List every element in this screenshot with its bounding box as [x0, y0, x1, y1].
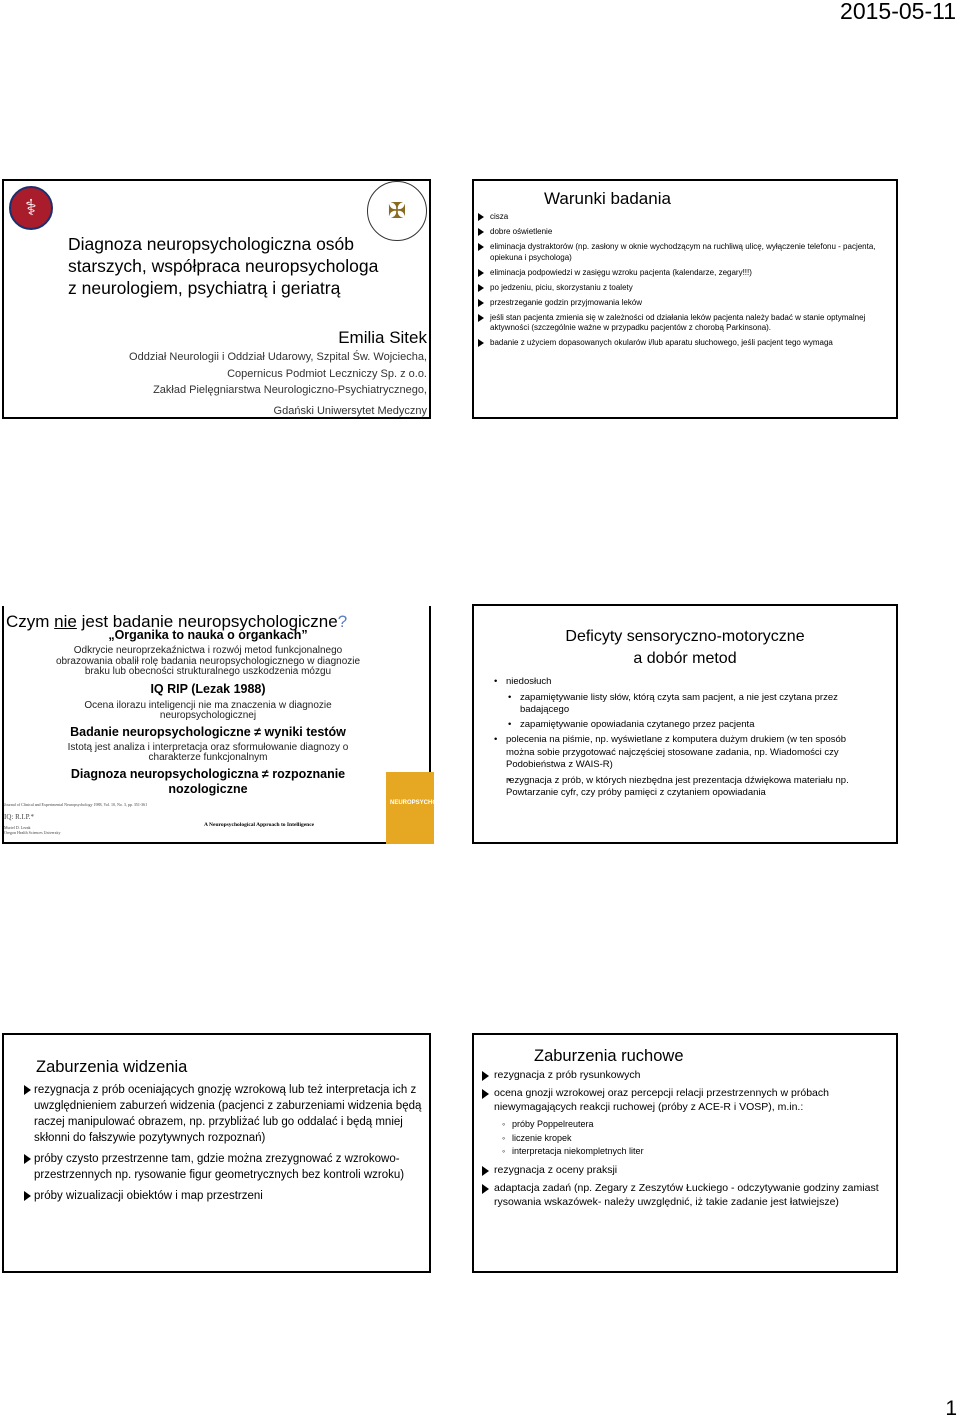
- paragraph: Ocena ilorazu inteligencji nie ma znaczenia w diagnozie neuropsychologicznej: [84, 699, 332, 721]
- arrow-bullet-icon: [478, 213, 484, 221]
- slide-czym-nie-jest: [2, 604, 457, 844]
- arrow-bullet-icon: [24, 1085, 31, 1095]
- arrow-bullet-icon: [482, 1166, 489, 1176]
- author-name: Emilia Sitek: [338, 328, 427, 347]
- arrow-bullet-icon: [478, 339, 484, 347]
- slide-title: [2, 179, 431, 419]
- slide-title-text: Warunki badania: [544, 189, 671, 208]
- list-item: przestrzeganie godzin przyjmowania leków: [478, 298, 888, 309]
- title-line: z neurologiem, psychiatrą i geriatrą: [68, 278, 341, 298]
- list-item: badanie z użyciem dopasowanych okularów i/lub aparatu słuchowego, jeśli pacjent tego wymaga: [478, 338, 888, 349]
- slide-content: [24, 1082, 429, 1209]
- slide-title-text: Zaburzenia widzenia: [36, 1058, 188, 1076]
- list-subitem: ◦ próby Poppelreutera: [482, 1118, 892, 1131]
- list-item: cisza: [478, 212, 888, 223]
- subheading: Badanie neuropsychologiczne ≠ wyniki testów: [70, 724, 346, 739]
- title-line: starszych, współpraca neuropsychologa: [68, 256, 379, 276]
- list-item: • rezygnacja z prób, w których niezbędna jest prezentacja dźwiękowa materiału np. Powtarzanie cyfr, czy próby pamięci z czytaniem opowiadania: [494, 775, 864, 800]
- arrow-bullet-icon: [24, 1154, 31, 1164]
- slide-title-text: Zaburzenia ruchowe: [534, 1047, 684, 1065]
- arrow-bullet-icon: [478, 228, 484, 236]
- list-item: próby wizualizacji obiektów i map przestrzeni: [24, 1188, 429, 1204]
- slide-content: [482, 1068, 892, 1213]
- arrow-bullet-icon: [478, 269, 484, 277]
- slide-deficyty: [472, 604, 898, 844]
- affiliation-line: Oddział Neurologii i Oddział Udarowy, Szpital Św. Wojciecha,: [129, 351, 427, 363]
- arrow-bullet-icon: [478, 243, 484, 251]
- title-line: Diagnoza neuropsychologiczna osób: [68, 234, 355, 254]
- arrow-bullet-icon: [478, 284, 484, 292]
- paragraph: Odkrycie neuroprzekaźnictwa i rozwój metod funkcjonalnego obrazowania obalił rolę badania neuropsychologicznego w diagnozie braku lub obecności strukturalnego uszkodzenia mózgu: [55, 645, 361, 677]
- slide-zaburzenia-ruchowe: [472, 1033, 898, 1273]
- subheading: Diagnoza neuropsychologiczna ≠ rozpoznanie nozologiczne: [70, 766, 346, 796]
- list-item: • zapamiętywanie opowiadania czytanego przez pacjenta: [494, 719, 864, 732]
- arrow-bullet-icon: [478, 299, 484, 307]
- header-date: 2015-05-11: [840, 0, 956, 24]
- affiliation-line: Zakład Pielęgniarstwa Neurologiczno-Psychiatrycznego,: [153, 384, 427, 396]
- list-item: rezygnacja z prób rysunkowych: [482, 1068, 892, 1082]
- arrow-bullet-icon: [24, 1191, 31, 1201]
- slide-warunki: [472, 179, 898, 419]
- list-item: jeśli stan pacjenta zmienia się w zależności od działania leków pacjenta należy badać w stanie optymalnej aktywności (szczególnie ważne w przypadku pacjentów z chorobą Parkinsona).: [478, 313, 888, 334]
- list-item: próby czysto przestrzenne tam, gdzie można zrezygnować z wzrokowo-przestrzennych np. rysowanie figur geometrycznych bez kontroli wzroku): [24, 1151, 429, 1183]
- page-number: 1: [945, 1397, 957, 1420]
- subheading: „Organika to nauka o organkach”: [108, 628, 308, 642]
- affiliation-line: Copernicus Podmiot Leczniczy Sp. z o.o.: [227, 367, 427, 380]
- arrow-bullet-icon: [478, 314, 484, 322]
- list-item: • zapamiętywanie listy słów, którą czyta sam pacjent, a nie jest czytana przez badającego: [494, 692, 864, 717]
- paragraph: Istotą jest analiza i interpretacja oraz sformułowanie diagnozy o charakterze funkcjonalnym: [67, 741, 349, 763]
- conditions-list: [478, 212, 888, 353]
- list-item: • polecenia na piśmie, np. wyświetlane z komputera dużym drukiem (w ten sposób można sobie przygotować najczęściej stosowane zadania, np. Wiadomości czy Podobieństwa z WAIS-R): [494, 734, 864, 772]
- list-item: eliminacja dystraktorów (np. zasłony w oknie wychodzącym na ruchliwą ulicę, wyłączenie telefonu - pacjenta, opiekuna i psychologa): [478, 242, 888, 263]
- list-item: adaptacja zadań (np. Zegary z Zeszytów Łuckiego - odczytywanie godziny zamiast rysowania wskazówek- należy uwzględnić, iż takie zadanie jest łatwiejsze): [482, 1181, 892, 1209]
- list-item: dobre oświetlenie: [478, 227, 888, 238]
- slide-content: [52, 628, 364, 797]
- book-cover-image: NEUROPSYCHOLOGIA: [386, 772, 434, 844]
- arrow-bullet-icon: [482, 1184, 489, 1194]
- slide-title-text: Czym nie jest badanie neuropsychologiczne?: [6, 612, 348, 631]
- list-item: ocena gnozji wzrokowej oraz percepcji relacji przestrzennych w próbach niewymagających reakcji ruchowej (próby z ACE-R i VOSP), m.in.:: [482, 1086, 892, 1114]
- list-item: po jedzeniu, piciu, skorzystaniu z toalety: [478, 283, 888, 294]
- arrow-bullet-icon: [482, 1071, 489, 1081]
- list-item: rezygnacja z oceny praksji: [482, 1163, 892, 1177]
- arrow-bullet-icon: [482, 1089, 489, 1099]
- list-item: eliminacja podpowiedzi w zasięgu wzroku pacjenta (kalendarze, zegary!!!): [478, 268, 888, 279]
- affiliation-line: Gdański Uniwersytet Medyczny: [273, 404, 427, 417]
- reference-article-title: A Neuropsychological Approach to Intelligence: [204, 822, 315, 828]
- list-subitem: ◦ liczenie kropek: [482, 1132, 892, 1145]
- list-item: • niedosłuch: [494, 676, 864, 689]
- slide-zaburzenia-widzenia: [2, 1033, 431, 1273]
- slide-title-text: Deficyty sensoryczno-motoryczne a dobór metod: [565, 628, 805, 667]
- caduceus-icon: ⚕: [9, 186, 53, 230]
- affiliation: [129, 349, 427, 419]
- list-item: rezygnacja z prób oceniających gnozję wzrokową lub też interpretacja ich z uwzględnieniem zaburzeń widzenia (pacjenci z zaburzeniami widzenia będą raczej manipulować obrazem, np. przybliżać lub go oddalać i będą mniej skłonni do fałszywie pozytywnych rozpoznań): [24, 1082, 429, 1146]
- subheading: IQ RIP (Lezak 1988): [150, 681, 266, 696]
- slide-content: [494, 676, 864, 802]
- presentation-title: [68, 233, 408, 299]
- reference-snippet: Journal of Clinical and Experimental Neuropsychology 1988, Vol. 10, No. 3, pp. 351-361 IQ: R.I.P.* Muriel D. Lezak Oregon Health Sciences University: [4, 802, 148, 835]
- hospital-seal-icon: ✠: [367, 181, 427, 241]
- list-subitem: ◦ interpretacja niekompletnych liter: [482, 1145, 892, 1158]
